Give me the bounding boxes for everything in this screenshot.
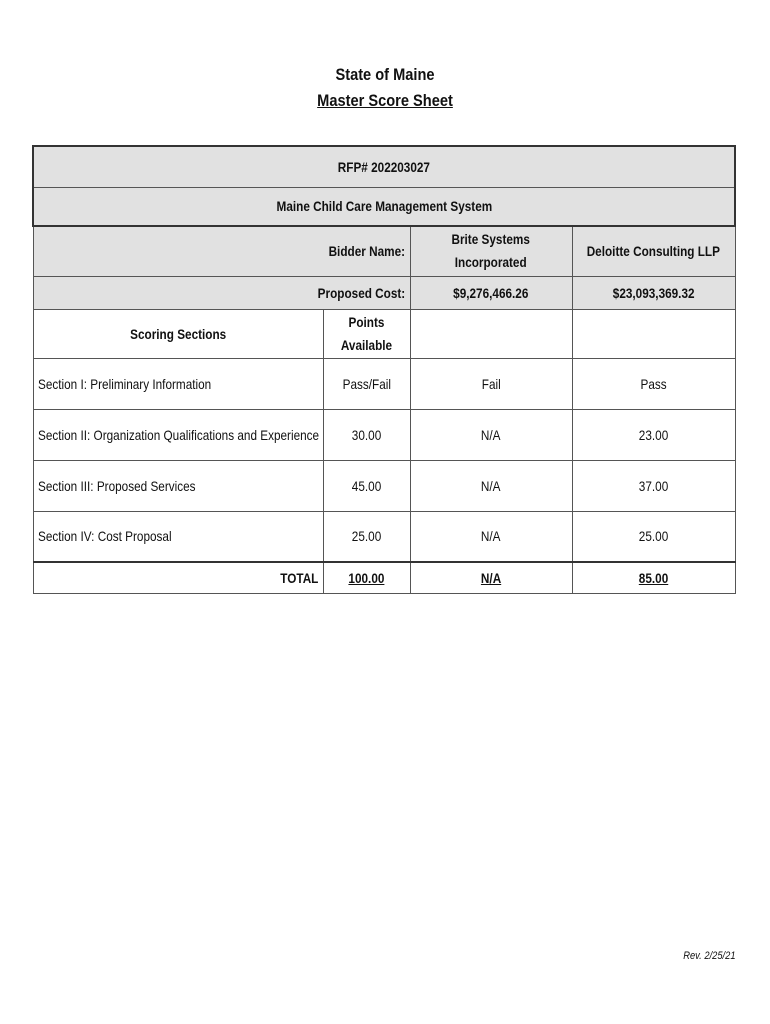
- score-sheet-table: [32, 145, 736, 594]
- bidder-2-total: 85.00: [572, 562, 735, 593]
- bidder-name-row: [33, 226, 735, 276]
- scoring-sections-header: Scoring Sections: [33, 309, 323, 358]
- bidder-2-score: 25.00: [572, 511, 735, 562]
- project-name: Maine Child Care Management System: [33, 187, 735, 226]
- bidder-1-name: Brite Systems Incorporated: [410, 226, 572, 276]
- bidder-2-score: 37.00: [572, 460, 735, 511]
- total-row: [33, 562, 735, 593]
- total-points: 100.00: [323, 562, 410, 593]
- blank-cell: [572, 309, 735, 358]
- bidder-1-score: N/A: [410, 460, 572, 511]
- points-value: 25.00: [323, 511, 410, 562]
- bidder-2-cost: $23,093,369.32: [572, 276, 735, 309]
- table-row: [33, 460, 735, 511]
- bidder-1-score: N/A: [410, 409, 572, 460]
- project-row: [33, 187, 735, 226]
- rfp-number: RFP# 202203027: [33, 146, 735, 187]
- section-label: Section II: Organization Qualifications and Experience: [33, 409, 323, 460]
- bidder-1-cost: $9,276,466.26: [410, 276, 572, 309]
- points-value: 30.00: [323, 409, 410, 460]
- section-label: Section III: Proposed Services: [33, 460, 323, 511]
- bidder-2-name: Deloitte Consulting LLP: [572, 226, 735, 276]
- section-label: Section I: Preliminary Information: [33, 358, 323, 409]
- points-available-header: Points Available: [323, 309, 410, 358]
- proposed-cost-row: [33, 276, 735, 309]
- document-title: State of Maine: [335, 65, 435, 84]
- column-header-row: [33, 309, 735, 358]
- table-row: [33, 358, 735, 409]
- bidder-1-score: Fail: [410, 358, 572, 409]
- bidder-2-score: Pass: [572, 358, 735, 409]
- bidder-1-total: N/A: [410, 562, 572, 593]
- bidder-1-score: N/A: [410, 511, 572, 562]
- revision-note: Rev. 2/25/21: [683, 950, 736, 962]
- proposed-cost-label: Proposed Cost:: [33, 276, 410, 309]
- table-row: [33, 511, 735, 562]
- section-label: Section IV: Cost Proposal: [33, 511, 323, 562]
- table-row: [33, 409, 735, 460]
- bidder-name-label: Bidder Name:: [33, 226, 410, 276]
- points-value: 45.00: [323, 460, 410, 511]
- points-value: Pass/Fail: [323, 358, 410, 409]
- rfp-row: [33, 146, 735, 187]
- document-subtitle: Master Score Sheet: [317, 91, 453, 110]
- title-block: [0, 62, 770, 114]
- blank-cell: [410, 309, 572, 358]
- bidder-2-score: 23.00: [572, 409, 735, 460]
- total-label: TOTAL: [33, 562, 323, 593]
